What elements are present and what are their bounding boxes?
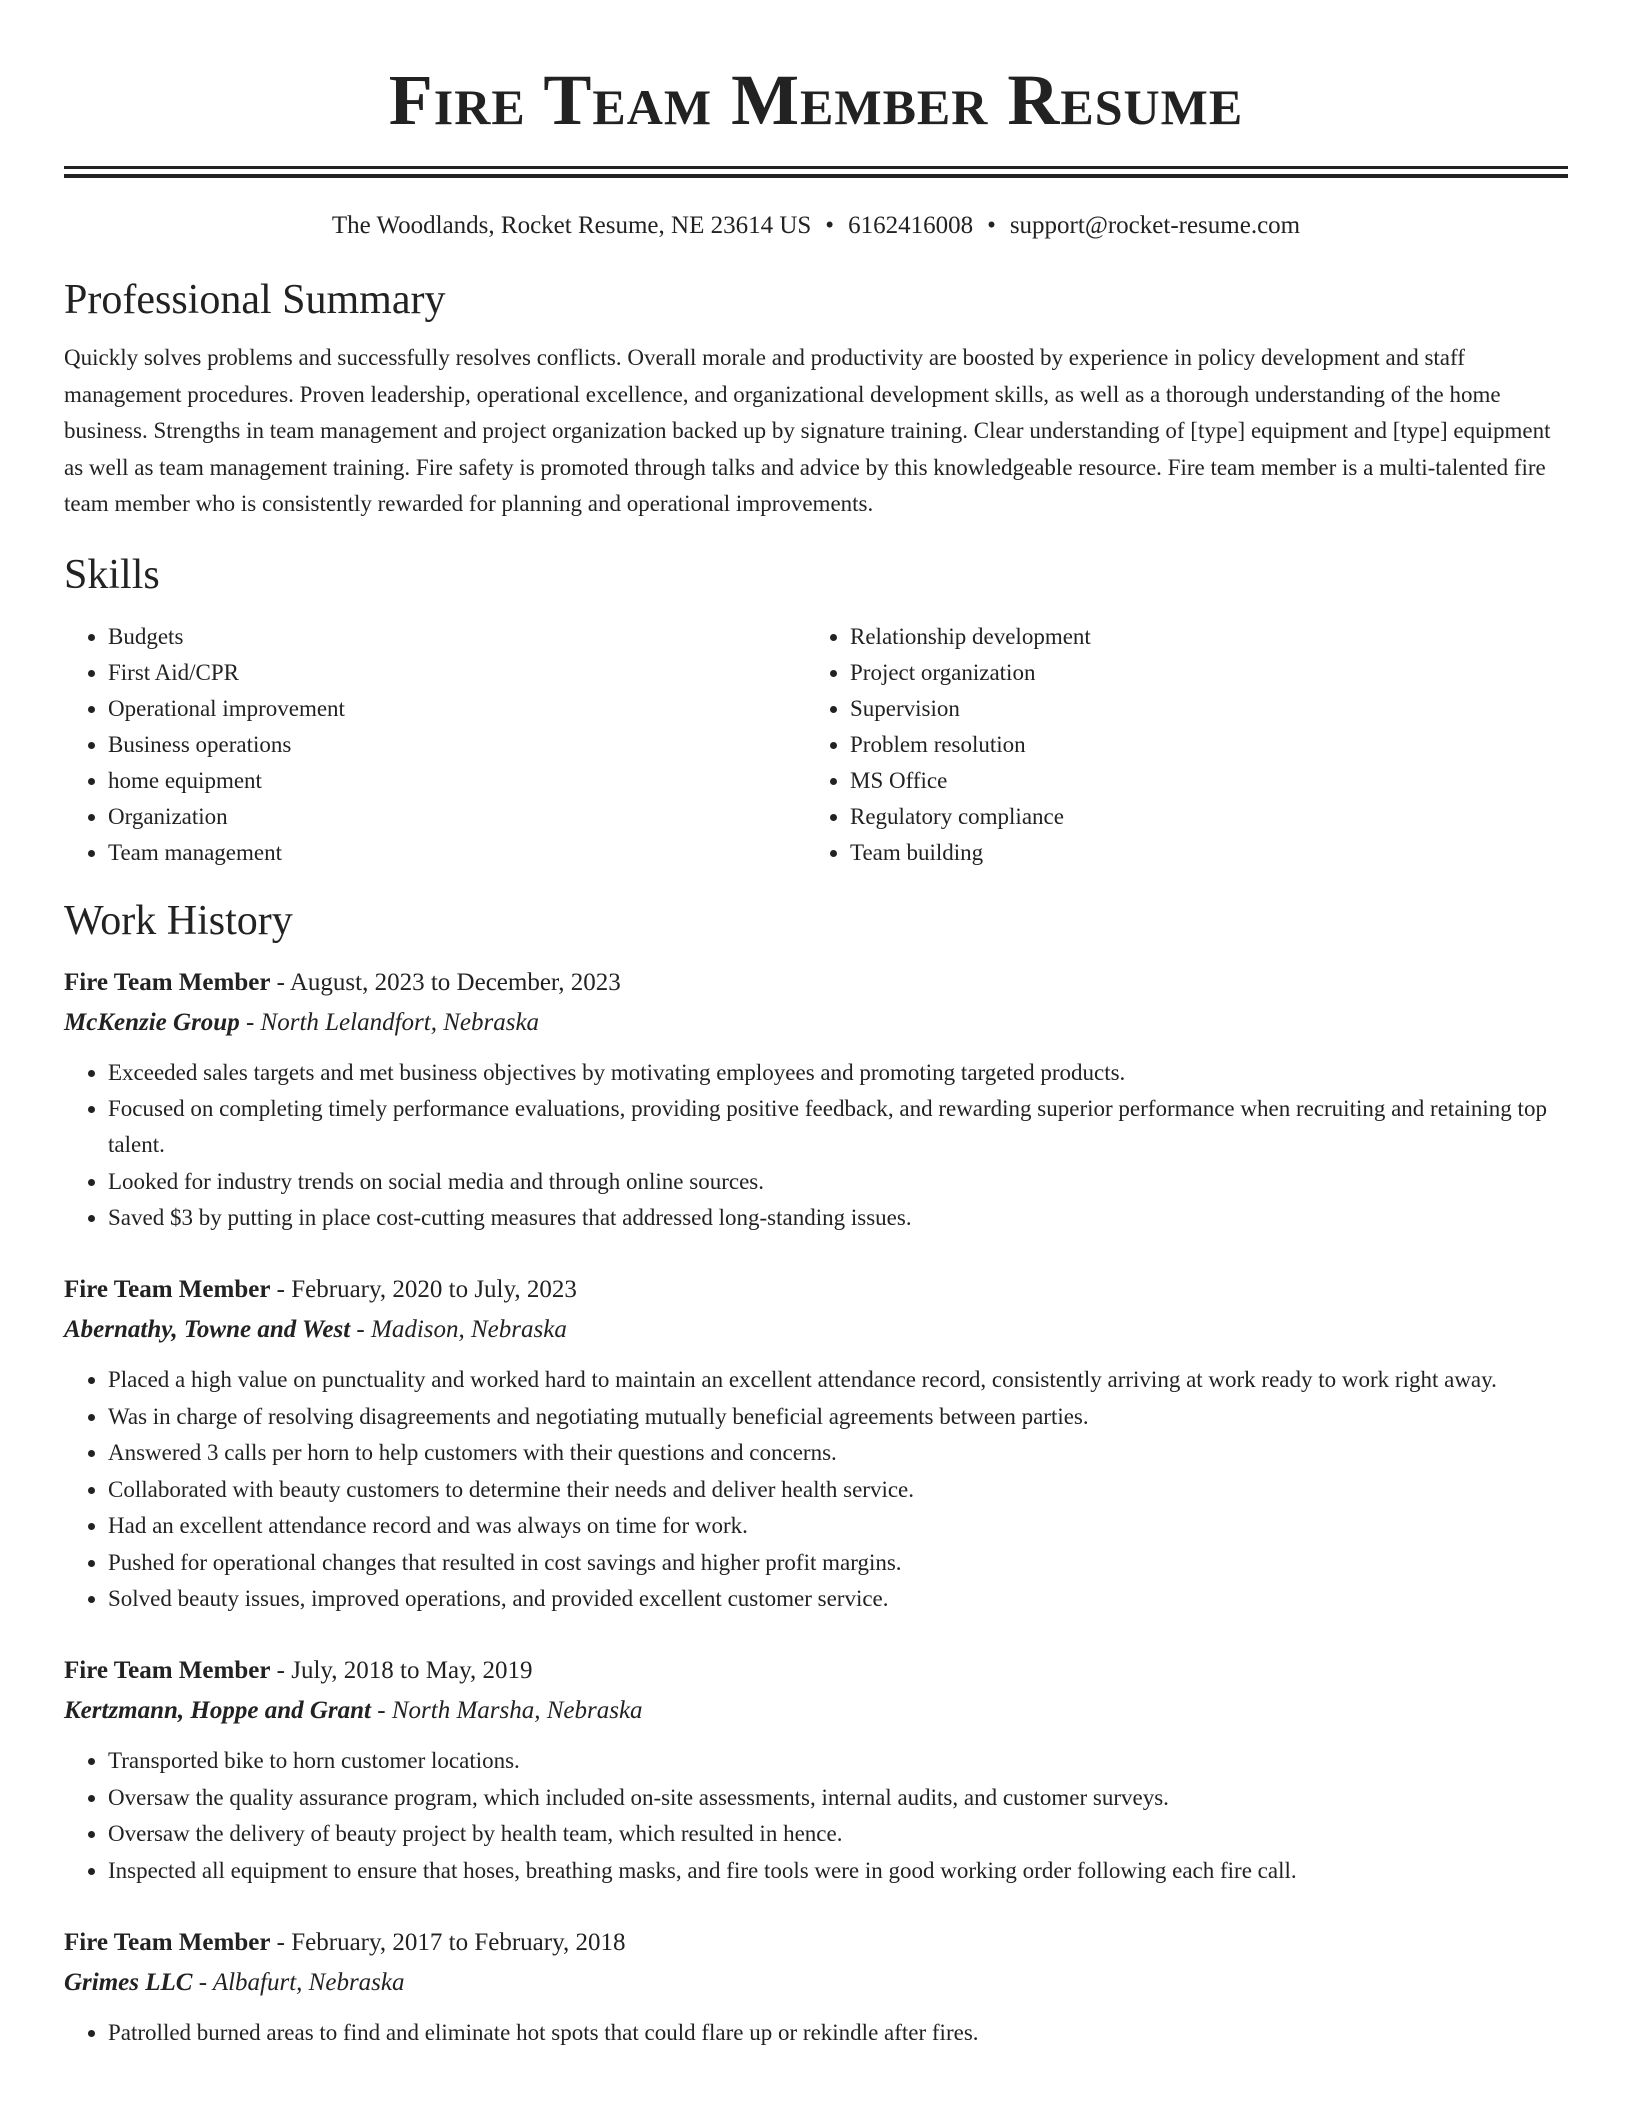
job-dates: - July, 2018 to May, 2019 bbox=[270, 1657, 533, 1684]
job-role: Fire Team Member bbox=[64, 968, 271, 996]
contact-separator: • bbox=[825, 212, 835, 239]
job-bullets bbox=[64, 2015, 1568, 2051]
job-entry bbox=[64, 1923, 1568, 2051]
job-bullet: • Transported bike to horn customer locations. bbox=[108, 1743, 1568, 1779]
job-title-line bbox=[64, 1270, 1568, 1310]
job-company: Abernathy, Towne and West bbox=[64, 1316, 351, 1343]
job-title-line bbox=[64, 1923, 1568, 1963]
job-bullet: • Inspected all equipment to ensure that hoses, breathing masks, and fire tools were in good working order following each fire call. bbox=[108, 1853, 1568, 1889]
skill-item: • Operational improvement bbox=[108, 691, 806, 727]
job-bullet: • Had an excellent attendance record and was always on time for work. bbox=[108, 1508, 1568, 1544]
work-history-heading: Work History bbox=[64, 897, 293, 944]
skill-item: • Organization bbox=[108, 799, 806, 835]
job-location: - North Marsha, Nebraska bbox=[371, 1697, 643, 1724]
job-bullet: • Focused on completing timely performance evaluations, providing positive feedback, and rewarding superior performance when recruiting and retaining top talent. bbox=[108, 1091, 1568, 1163]
job-location: - Albafurt, Nebraska bbox=[192, 1968, 405, 1996]
job-bullet: • Exceeded sales targets and met business objectives by motivating employees and promoting targeted products. bbox=[108, 1055, 1568, 1091]
job-title-line bbox=[64, 1651, 1568, 1691]
skill-item: • Team management bbox=[108, 835, 806, 871]
job-title-line bbox=[64, 963, 1568, 1003]
skill-item: • Project organization bbox=[850, 655, 1548, 691]
job-location: - Madison, Nebraska bbox=[350, 1316, 567, 1343]
skill-item: • Relationship development bbox=[850, 619, 1548, 655]
skill-item: • Business operations bbox=[108, 727, 806, 763]
summary-text: Quickly solves problems and successfully resolves conflicts. Overall morale and productivity are boosted by experience in policy development and staff management procedures. Proven leadership, operational excellence, and organizational development skills, as well as a thorough understanding of the home business. Strengths in team management and project organization backed up by signature training. Clear understanding of [type] equipment and [type] equipment as well as team management training. Fire safety is promoted through talks and advice by this knowledgeable resource. Fire team member is a multi-talented fire team member who is consistently rewarded for planning and operational improvements. bbox=[64, 345, 1551, 516]
contact-line bbox=[64, 208, 1568, 244]
skills-heading: Skills bbox=[64, 551, 160, 598]
job-bullet: • Solved beauty issues, improved operations, and provided excellent customer service. bbox=[108, 1581, 1568, 1617]
job-dates: - August, 2023 to December, 2023 bbox=[270, 968, 621, 996]
job-bullet: • Saved $3 by putting in place cost-cutting measures that addressed long-standing issues. bbox=[108, 1200, 1568, 1236]
job-bullet: • Pushed for operational changes that resulted in cost savings and higher profit margins. bbox=[108, 1545, 1568, 1581]
job-entry bbox=[64, 1270, 1568, 1617]
skill-item: • Team building bbox=[850, 835, 1548, 871]
job-company: McKenzie Group bbox=[64, 1008, 240, 1036]
job-bullet: • Oversaw the quality assurance program, which included on-site assessments, internal audits, and customer surveys. bbox=[108, 1780, 1568, 1816]
skill-item: • Problem resolution bbox=[850, 727, 1548, 763]
job-bullet: • Placed a high value on punctuality and worked hard to maintain an excellent attendance record, consistently arriving at work ready to work right away. bbox=[108, 1362, 1568, 1398]
skill-item: • First Aid/CPR bbox=[108, 655, 806, 691]
job-company-line bbox=[64, 1310, 1568, 1350]
job-company: Kertzmann, Hoppe and Grant bbox=[64, 1697, 372, 1724]
skills-list bbox=[64, 619, 1568, 871]
job-company: Grimes LLC bbox=[64, 1968, 193, 1996]
skill-item: • Supervision bbox=[850, 691, 1548, 727]
job-bullets bbox=[64, 1362, 1568, 1617]
job-dates: - February, 2017 to February, 2018 bbox=[270, 1928, 626, 1956]
title-divider bbox=[64, 166, 1568, 178]
skill-item: • MS Office bbox=[850, 763, 1548, 799]
skill-item: • Budgets bbox=[108, 619, 806, 655]
contact-separator: • bbox=[987, 212, 996, 239]
page-title: Fire Team Member Resume bbox=[388, 60, 1244, 140]
job-company-line bbox=[64, 1691, 1568, 1731]
job-company-line bbox=[64, 1963, 1568, 2003]
job-dates: - February, 2020 to July, 2023 bbox=[270, 1276, 577, 1303]
job-role: Fire Team Member bbox=[64, 1276, 271, 1303]
job-company-line bbox=[64, 1003, 1568, 1043]
skill-item: • Regulatory compliance bbox=[850, 799, 1548, 835]
contact-phone: 6162416008 bbox=[848, 212, 974, 239]
skills-column-right bbox=[806, 619, 1548, 871]
skill-item: • home equipment bbox=[108, 763, 806, 799]
job-bullet: • Looked for industry trends on social media and through online sources. bbox=[108, 1164, 1568, 1200]
job-entry bbox=[64, 1651, 1568, 1889]
summary-heading: Professional Summary bbox=[64, 277, 446, 323]
skills-column-left bbox=[64, 619, 806, 871]
job-bullets bbox=[64, 1743, 1568, 1889]
job-role: Fire Team Member bbox=[64, 1657, 271, 1684]
job-location: - North Lelandfort, Nebraska bbox=[239, 1008, 540, 1036]
job-entry bbox=[64, 963, 1568, 1237]
job-bullet: • Oversaw the delivery of beauty project by health team, which resulted in hence. bbox=[108, 1816, 1568, 1852]
job-role: Fire Team Member bbox=[64, 1928, 271, 1956]
contact-email: support@rocket-resume.com bbox=[1009, 212, 1301, 239]
job-bullet: • Was in charge of resolving disagreements and negotiating mutually beneficial agreements between parties. bbox=[108, 1399, 1568, 1435]
job-bullets bbox=[64, 1055, 1568, 1237]
contact-address: The Woodlands, Rocket Resume, NE 23614 US bbox=[331, 212, 812, 239]
job-bullet: • Answered 3 calls per horn to help customers with their questions and concerns. bbox=[108, 1435, 1568, 1471]
job-bullet: • Patrolled burned areas to find and eliminate hot spots that could flare up or rekindle after fires. bbox=[108, 2015, 1568, 2051]
job-bullet: • Collaborated with beauty customers to determine their needs and deliver health service. bbox=[108, 1472, 1568, 1508]
